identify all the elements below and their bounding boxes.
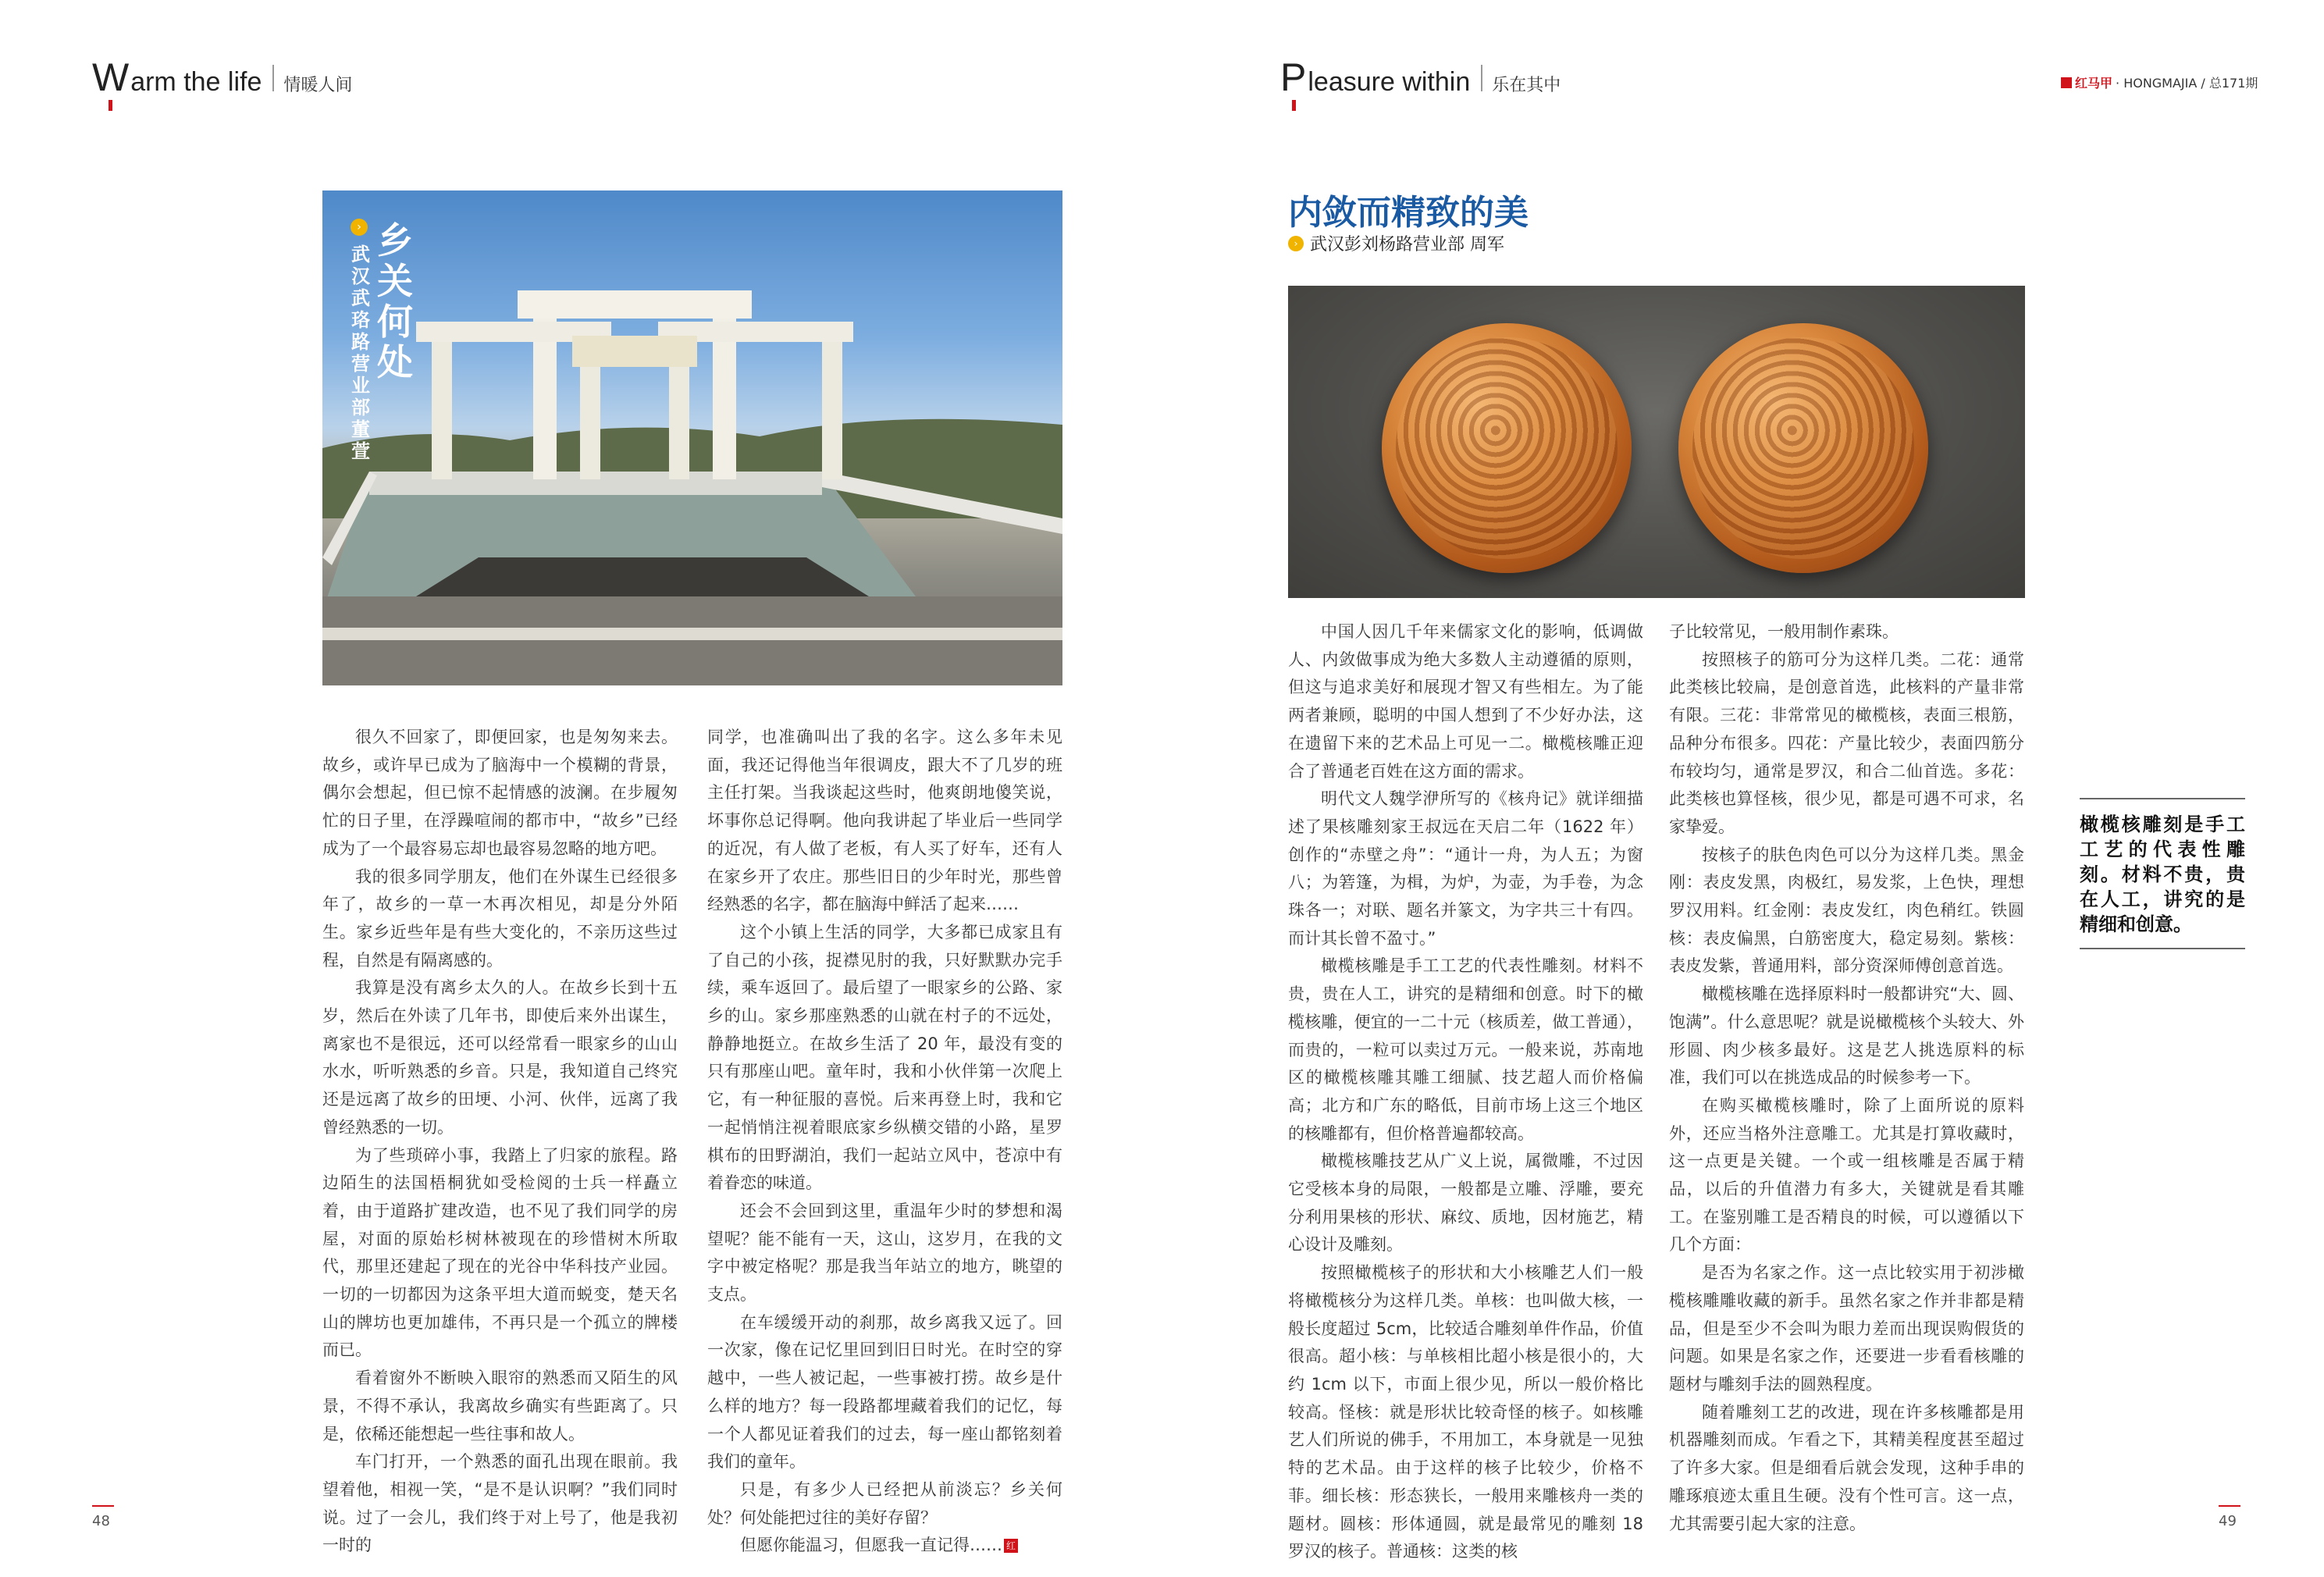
brand-name: 红马甲 <box>2075 76 2113 91</box>
paragraph: 只是，有多少人已经把从前淡忘？乡关何处？何处能把过往的美好存留？ <box>707 1479 1062 1527</box>
page-number-accent <box>92 1505 114 1507</box>
article-title: 内敛而精致的美 <box>1288 193 1529 233</box>
page-number-right <box>2219 1505 2240 1529</box>
paragraph: 按照橄榄核子的形状和大小核雕艺人们一般将橄榄核分为这样几类。单核：也叫做大核，一般长度超过 5cm，比较适合雕刻单件作品，价值很高。超小核：与单核相比超小核是很小的，大约 1cm 以下，市面上很少见，所以一般价格比较高。怪核：就是形状比较奇怪的核子。如核雕艺人们所说的佛手，不用加工，本身就是一见独特的艺术品。由于这样的核子比较少，价格不菲。细长核：形态狭长，一般用来雕核舟一类的题材。圆核：形体通圆，就是最常见的雕刻 18 罗汉的核子。普通核：这类的核 <box>1288 1263 1643 1561</box>
page-number-left <box>92 1505 114 1529</box>
header-divider <box>1481 65 1482 91</box>
header-initial: W <box>92 55 130 99</box>
paragraph: 同学，也准确叫出了我的名字。这么多年未见面，我还记得他当年很调皮，跟大不了几岁的班主任打架。当我谈起这些时，他爽朗地傻笑说，坏事你总记得啊。他向我讲起了毕业后一些同学的近况，有人做了老板，有人买了好车，还有人在家乡开了农庄。那些旧日的少年时光，那些曾经熟悉的名字，都在脑海中鲜活了起来…… <box>707 728 1062 914</box>
paragraph: 随着雕刻工艺的改进，现在许多核雕都是用机器雕刻而成。乍看之下，其精美程度甚至超过了许多大家。但是细看后就会发现，这种手串的雕琢痕迹太重且生硬。没有个性可言。这一点，尤其需要引起大家的注意。 <box>1669 1402 2024 1533</box>
paragraph: 我算是没有离乡太久的人。在故乡长到十五岁，然后在外读了几年书，即使后来外出谋生，离家也不是很远，还可以经常看一眼家乡的山山水水，听听熟悉的乡音。只是，我知道自己终究还是远离了故乡的田埂、小河、伙伴，远离了我曾经熟悉的一切。 <box>322 978 678 1137</box>
memorial-archway-photo <box>322 190 1062 685</box>
page-number-text: 48 <box>92 1513 110 1529</box>
left-section-header <box>92 55 352 101</box>
magazine-brand <box>2061 73 2258 91</box>
brand-issue: · HONGMAJIA / 总171期 <box>2116 76 2258 91</box>
paragraph: 是否为名家之作。这一点比较实用于初涉橄榄核雕雕收藏的新手。虽然名家之作并非都是精品，但是至少不会叫为眼力差而出现误购假货的问题。如果是名家之作，还要进一步看看核雕的题材与雕刻手法的圆熟程度。 <box>1669 1263 2024 1394</box>
header-subtitle: 情暖人间 <box>283 76 353 95</box>
chevron-badge-icon: › <box>1288 236 1304 251</box>
header-subtitle: 乐在其中 <box>1492 76 1561 95</box>
pull-quote-text: 橄榄核雕刻是手工工艺的代表性雕刻。材料不贵，贵在人工，讲究的是精细和创意。 <box>2080 813 2245 935</box>
archway-illustration <box>322 190 1062 685</box>
paragraph: 车门打开，一个熟悉的面孔出现在眼前。我望着他，相视一笑，“是不是认识啊？”我们同时说。过了一会儿，我们终于对上号了，他是我初一时的 <box>322 1452 678 1555</box>
right-article-column-2 <box>1669 618 2024 1538</box>
article-author: 武汉武珞路营业部 董萱 <box>351 244 370 462</box>
left-article-column-1 <box>322 724 678 1560</box>
paragraph: 橄榄核雕在选择原料时一般都讲究“大、圆、饱满”。什么意思呢？就是说橄榄核个头较大、外形圆、肉少核多最好。这是艺人挑选原料的标准，我们可以在挑选成品的时候参考一下。 <box>1669 984 2024 1088</box>
paragraph: 这个小镇上生活的同学，大多都已成家且有了自己的小孩，捉襟见肘的我，只好默默办完手续，乘车返回了。最后望了一眼家乡的公路、家乡的山。家乡那座熟悉的山就在村子的不远处，静静地挺立。在故乡生活了 20 年，最没有变的只有那座山吧。童年时，我和小伙伴第一次爬上它，有一种征服的喜悦。后来再登上时，我和它一起悄悄注视着眼底家乡纵横交错的小路，星罗棋布的田野湖泊，我们一起站立风中，苍凉中有着眷恋的味道。 <box>707 922 1062 1193</box>
paragraph: 在车缓缓开动的刹那，故乡离我又远了。回一次家，像在记忆里回到旧日时光。在时空的穿越中，一些人被记起，一些事被打捞。故乡是什么样的地方？每一段路都埋藏着我们的记忆，每一个人都见证着我们的过去，每一座山都铭刻着我们的童年。 <box>707 1312 1062 1472</box>
header-title: arm the life <box>130 67 262 97</box>
article-author: 武汉彭刘杨路营业部 周军 <box>1310 235 1504 255</box>
olive-pit-carving-photo <box>1288 286 2025 598</box>
brand-logo-icon <box>2061 77 2072 88</box>
header-divider <box>272 65 274 91</box>
left-article-column-2 <box>707 724 1062 1560</box>
paragraph: 中国人因几千年来儒家文化的影响，低调做人、内敛做事成为绝大多数人主动遵循的原则，但这与追求美好和展现才智又有些相左。为了能两者兼顾，聪明的中国人想到了不少好办法，这在遗留下来的艺术品上可见一二。橄榄核雕正迎合了普通老百姓在这方面的需求。 <box>1288 622 1643 781</box>
paragraph: 看着窗外不断映入眼帘的熟悉而又陌生的风景，不得不承认，我离故乡确实有些距离了。只是，依稀还能想起一些往事和故人。 <box>322 1369 678 1444</box>
article-byline <box>1288 231 1504 255</box>
end-mark-icon: 红 <box>1004 1539 1018 1553</box>
page-number-accent <box>2219 1505 2240 1507</box>
closing-paragraph <box>707 1532 1062 1560</box>
carved-olive-pit-left <box>1382 323 1632 573</box>
paragraph: 橄榄核雕是手工工艺的代表性雕刻。材料不贵，贵在人工，讲究的是精细和创意。时下的橄榄核雕，便宜的一二十元（核质差，做工普通），而贵的，一粒可以卖过万元。一般来说，苏南地区的橄榄核雕其雕工细腻、技艺超人而价格偏高；北方和广东的略低，目前市场上这三个地区的核雕都有，但价格普遍都较高。 <box>1288 956 1643 1143</box>
right-section-header <box>1280 55 1561 101</box>
paragraph: 在购买橄榄核雕时，除了上面所说的原料外，还应当格外注意雕工。尤其是打算收藏时，这一点更是关键。一个或一组核雕是否属于精品，以后的升值潜力有多大，关键就是看其雕工。在鉴别雕工是否精良的时候，可以遵循以下几个方面： <box>1669 1095 2024 1255</box>
paragraph: 我的很多同学朋友，他们在外谋生已经很多年了，故乡的一草一木再次相见，却是分外陌生。家乡近些年是有些大变化的，不亲历这些过程，自然是有隔离感的。 <box>322 867 678 970</box>
carved-olive-pit-right <box>1678 323 1928 573</box>
paragraph: 明代文人魏学洢所写的《核舟记》就详细描述了果核雕刻家王叔远在天启二年（1622 年）创作的“赤壁之舟”：“通计一舟，为人五；为窗八；为箬篷，为楫，为炉，为壶，为手卷，为念珠各一；对联、题名并篆文，为字共三十有四。而计其长曾不盈寸。” <box>1288 789 1643 948</box>
paragraph: 按照核子的筋可分为这样几类。二花：通常此类核比较扁，是创意首选，此核料的产量非常有限。三花：非常常见的橄榄核，表面三根筋，品种分布很多。四花：产量比较少，表面四筋分布较均匀，通常是罗汉，和合二仙首选。多花：此类核也算怪核，很少见，都是可遇不可求，名家挚爱。 <box>1669 650 2024 836</box>
closing-text: 但愿你能温习，但愿我一直记得…… <box>740 1536 1002 1555</box>
paragraph: 为了些琐碎小事，我踏上了归家的旅程。路边陌生的法国梧桐犹如受检阅的士兵一样矗立着，由于道路扩建改造，也不见了我们同学的房屋，对面的原始杉树林被现在的珍惜树木所取代，那里还建起了现在的光谷中华科技产业园。一切的一切都因为这条平坦大道而蜕变，楚天名山的牌坊也更加雄伟，不再只是一个孤立的牌楼而已。 <box>322 1145 678 1360</box>
chevron-badge-icon: › <box>351 219 368 236</box>
pull-quote <box>2080 798 2245 949</box>
paragraph: 按核子的肤色肉色可以分为这样几类。黑金刚：表皮发黑，肉极红，易发浆，上色快，理想罗汉用料。红金刚：表皮发红，肉色稍红。铁圆核：表皮偏黑，白筋密度大，稳定易刻。紫核：表皮发紫，普通用料，部分资深师傅创意首选。 <box>1669 845 2024 976</box>
paragraph: 还会不会回到这里，重温年少时的梦想和渴望呢？能不能有一天，这山，这岁月，在我的文字中被定格呢？那是我当年站立的地方，眺望的支点。 <box>707 1201 1062 1305</box>
header-initial: P <box>1280 55 1307 99</box>
page-number-text: 49 <box>2219 1513 2237 1529</box>
paragraph: 橄榄核雕技艺从广义上说，属微雕，不过因它受核本身的局限，一般都是立雕、浮雕，要充分利用果核的形状、麻纹、质地，因材施艺，精心设计及雕刻。 <box>1288 1152 1643 1255</box>
article-title: 乡关何处 <box>377 219 413 383</box>
paragraph: 很久不回家了，即便回家，也是匆匆来去。故乡，或许早已成为了脑海中一个模糊的背景，偶尔会想起，但已惊不起情感的波澜。在步履匆忙的日子里，在浮躁喧闹的都市中，“故乡”已经成为了一个最容易忘却也最容易忽略的地方吧。 <box>322 728 678 858</box>
right-article-column-1 <box>1288 618 1643 1566</box>
paragraph: 子比较常见，一般用制作素珠。 <box>1669 622 1899 641</box>
header-title: leasure within <box>1308 67 1471 97</box>
